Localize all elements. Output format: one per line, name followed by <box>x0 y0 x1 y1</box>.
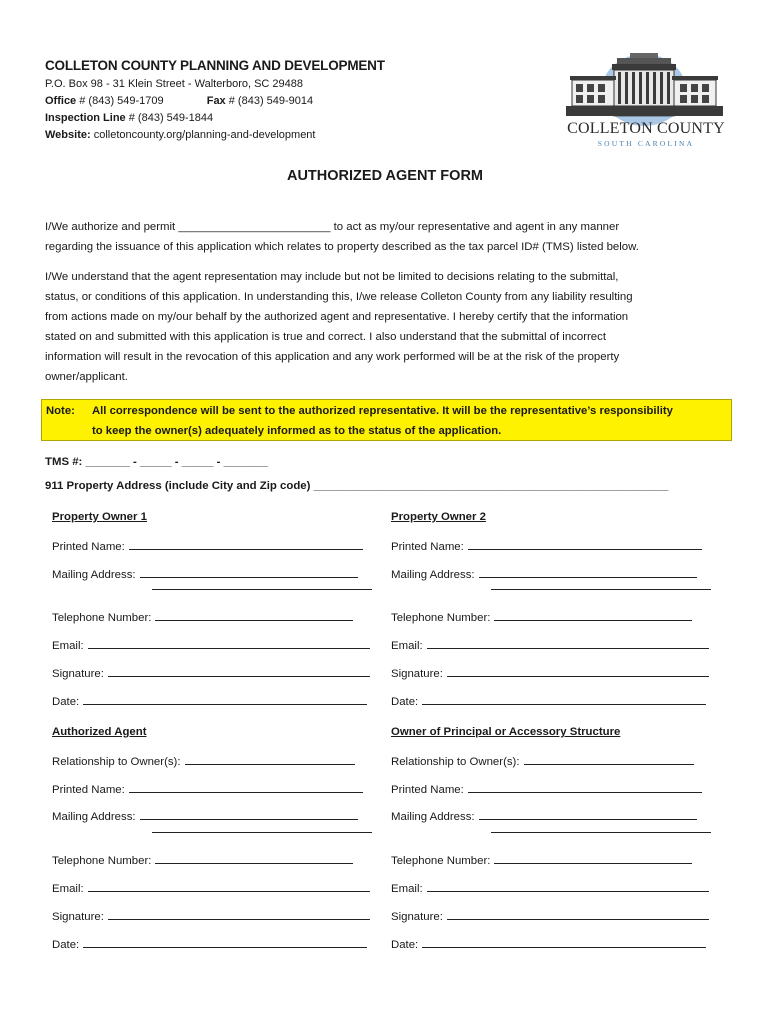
authorization-paragraph <box>45 217 725 257</box>
input-line[interactable] <box>427 880 709 892</box>
website-label: Website: <box>45 129 91 141</box>
note-text-1: All correspondence will be sent to the authorized representative. It will be the representative’s responsibility <box>92 405 673 417</box>
agent-relationship-field[interactable] <box>52 753 355 768</box>
structure-owner-signature-field[interactable] <box>391 908 709 923</box>
agent-mailing-address-field[interactable] <box>52 808 358 823</box>
fax-label: Fax <box>206 95 226 107</box>
org-address: P.O. Box 98 - 31 Klein Street - Walterboro, SC 29488 <box>45 78 304 90</box>
field-label: Signature: <box>52 911 104 923</box>
field-label: Telephone Number: <box>391 855 491 867</box>
phone-line <box>45 93 465 110</box>
field-label: Mailing Address: <box>52 569 136 581</box>
input-line[interactable] <box>185 753 355 765</box>
structure-owner-mailing-address-field[interactable] <box>391 808 697 823</box>
input-line[interactable] <box>468 538 702 550</box>
input-line[interactable] <box>494 609 692 621</box>
note-text-2: to keep the owner(s) adequately informed as to the status of the application. <box>92 425 502 437</box>
owner2-printed-name-field[interactable] <box>391 538 702 553</box>
input-line[interactable] <box>494 852 692 864</box>
understanding-line: I/We understand that the agent representation may include but not be limited to decisions relating to the submittal, <box>45 271 619 283</box>
input-line[interactable] <box>129 781 363 793</box>
field-label: Mailing Address: <box>391 811 475 823</box>
owner1-date-field[interactable] <box>52 693 367 708</box>
form-title: AUTHORIZED AGENT FORM <box>286 168 483 184</box>
input-line[interactable] <box>108 908 370 920</box>
input-line[interactable] <box>479 566 697 578</box>
website-line <box>45 127 465 144</box>
structure-owner-telephone-field[interactable] <box>391 852 692 867</box>
owner1-telephone-field[interactable] <box>52 609 353 624</box>
input-line[interactable] <box>447 908 709 920</box>
input-line[interactable] <box>479 808 697 820</box>
inspection-label: Inspection Line <box>45 112 126 124</box>
input-line[interactable] <box>83 936 367 948</box>
understanding-line: status, or conditions of this application. In understanding this, I/we release Colleton County from any liability resulting <box>45 291 633 303</box>
structure-owner-relationship-field[interactable] <box>391 753 694 768</box>
owner1-signature-field[interactable] <box>52 665 370 680</box>
field-label: Telephone Number: <box>52 612 152 624</box>
owner2-mailing-address-line-2[interactable] <box>491 588 711 590</box>
field-label: Telephone Number: <box>391 612 491 624</box>
owner2-heading: Property Owner 2 <box>391 511 486 523</box>
owner1-printed-name-field[interactable] <box>52 538 363 553</box>
input-line[interactable] <box>155 609 353 621</box>
field-label: Telephone Number: <box>52 855 152 867</box>
structure-owner-email-field[interactable] <box>391 880 709 895</box>
owner2-telephone-field[interactable] <box>391 609 692 624</box>
input-line[interactable] <box>155 852 353 864</box>
agent-date-field[interactable] <box>52 936 367 951</box>
field-label: Signature: <box>391 668 443 680</box>
field-label: Relationship to Owner(s): <box>391 756 520 768</box>
input-line[interactable] <box>524 753 694 765</box>
note-line-1 <box>46 401 731 421</box>
understanding-paragraph <box>45 267 725 387</box>
owner1-mailing-address-field[interactable] <box>52 566 358 581</box>
agent-signature-field[interactable] <box>52 908 370 923</box>
field-label: Email: <box>391 883 423 895</box>
tms-field[interactable]: TMS #: _______ - _____ - _____ - _______ <box>45 456 268 468</box>
input-line[interactable] <box>88 637 370 649</box>
office-phone: # (843) 549-1709 <box>79 95 164 107</box>
field-label: Date: <box>52 939 80 951</box>
inspection-phone: # (843) 549-1844 <box>128 112 214 124</box>
owner2-date-field[interactable] <box>391 693 706 708</box>
field-label: Date: <box>391 696 419 708</box>
owner2-mailing-address-field[interactable] <box>391 566 697 581</box>
input-line[interactable] <box>140 808 358 820</box>
owner1-mailing-address-line-2[interactable] <box>152 588 372 590</box>
input-line[interactable] <box>447 665 709 677</box>
understanding-line: information will result in the revocation of this application and any work performed will be at the risk of the property <box>45 351 620 363</box>
field-label: Mailing Address: <box>52 811 136 823</box>
logo-county-name: COLLETON COUNTY <box>567 120 725 137</box>
inspection-line <box>45 110 465 127</box>
field-label: Printed Name: <box>391 541 464 553</box>
field-label: Printed Name: <box>391 784 464 796</box>
input-line[interactable] <box>427 637 709 649</box>
office-label: Office <box>45 95 77 107</box>
understanding-line: owner/applicant. <box>45 371 128 383</box>
logo-state-name: SOUTH CAROLINA <box>597 139 695 148</box>
understanding-line: from actions made on my/our behalf by the authorized agent and representative. I hereby certify that the information <box>45 311 629 323</box>
field-label: Email: <box>52 883 84 895</box>
structure-owner-date-field[interactable] <box>391 936 706 951</box>
input-line[interactable] <box>422 936 706 948</box>
agent-mailing-address-line-2[interactable] <box>152 831 372 833</box>
structure-owner-heading: Owner of Principal or Accessory Structure <box>391 726 621 738</box>
field-label: Email: <box>391 640 423 652</box>
structure-owner-printed-name-field[interactable] <box>391 781 702 796</box>
field-label: Relationship to Owner(s): <box>52 756 181 768</box>
note-box <box>41 399 732 441</box>
field-label: Printed Name: <box>52 784 125 796</box>
input-line[interactable] <box>88 880 370 892</box>
input-line[interactable] <box>129 538 363 550</box>
understanding-line: stated on and submitted with this application is true and correct. I also understand that the submittal of incorrect <box>45 331 606 343</box>
fax-number: # (843) 549-9014 <box>228 95 314 107</box>
agent-email-field[interactable] <box>52 880 370 895</box>
agent-telephone-field[interactable] <box>52 852 353 867</box>
agent-heading: Authorized Agent <box>52 726 147 738</box>
authorization-line-2: regarding the issuance of this application which relates to property described as the tax parcel ID# (TMS) listed below. <box>45 241 639 253</box>
owner1-heading: Property Owner 1 <box>52 511 147 523</box>
website-url: colletoncounty.org/planning-and-development <box>93 129 316 141</box>
field-label: Signature: <box>52 668 104 680</box>
field-label: Printed Name: <box>52 541 125 553</box>
input-line[interactable] <box>140 566 358 578</box>
authorization-line-1: I/We authorize and permit ________________________ to act as my/our representative and agent in any manner <box>45 221 620 233</box>
note-label: Note: <box>46 405 75 417</box>
input-line[interactable] <box>108 665 370 677</box>
field-label: Mailing Address: <box>391 569 475 581</box>
structure-owner-mailing-address-line-2[interactable] <box>491 831 711 833</box>
field-label: Date: <box>391 939 419 951</box>
owner2-email-field[interactable] <box>391 637 709 652</box>
input-line[interactable] <box>468 781 702 793</box>
input-line[interactable] <box>83 693 367 705</box>
owner1-email-field[interactable] <box>52 637 370 652</box>
agent-printed-name-field[interactable] <box>52 781 363 796</box>
letterhead <box>45 58 465 144</box>
field-label: Email: <box>52 640 84 652</box>
field-label: Signature: <box>391 911 443 923</box>
owner2-signature-field[interactable] <box>391 665 709 680</box>
org-name: COLLETON COUNTY PLANNING AND DEVELOPMENT <box>45 58 385 73</box>
field-label: Date: <box>52 696 80 708</box>
property-address-field[interactable]: 911 Property Address (include City and Zip code) ________________________________________________________ <box>45 480 669 492</box>
input-line[interactable] <box>422 693 706 705</box>
